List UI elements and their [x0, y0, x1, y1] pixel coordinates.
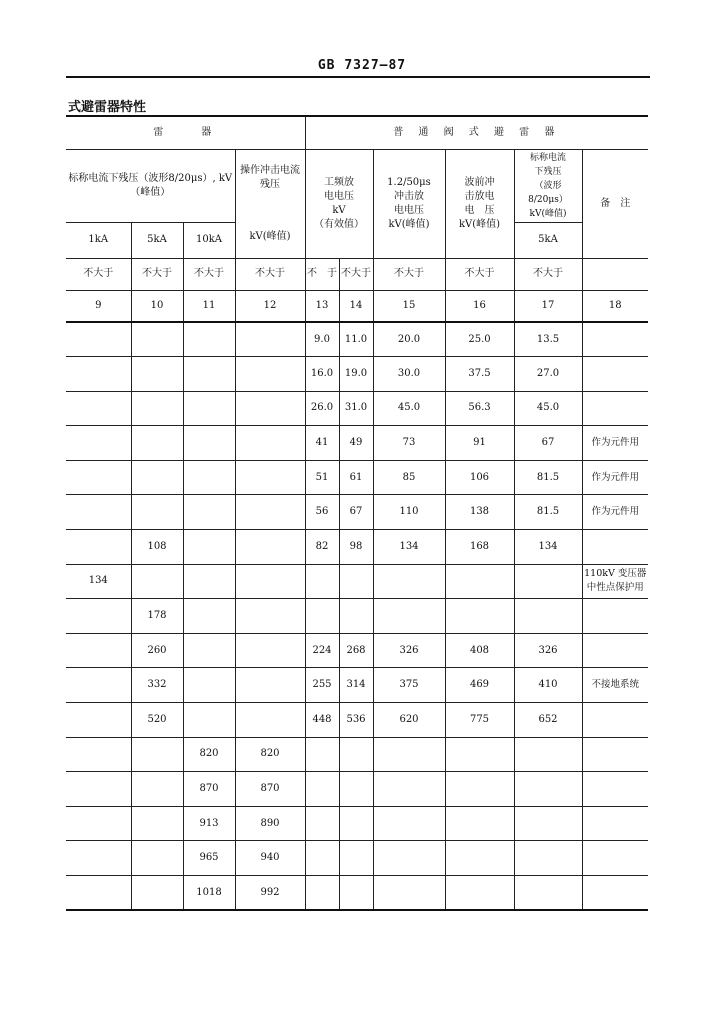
cell-c18 [582, 599, 648, 634]
limit-label: 不大于 [514, 258, 582, 290]
cell-c13 [305, 564, 339, 599]
cell-c13 [305, 599, 339, 634]
header-switching-label: 操作冲击电流残压 [240, 164, 300, 190]
cell-c9 [66, 806, 131, 841]
header-arrester: 雷 器 [66, 116, 305, 149]
cell-c17: 134 [514, 530, 582, 565]
header-nominal-residual-2: 标称电流 下残压 （波形8/20μs） kV(峰值) [514, 149, 582, 223]
table-row [66, 564, 648, 599]
table-row [66, 703, 648, 738]
cell-c10 [131, 564, 183, 599]
cell-c15 [373, 876, 445, 911]
limit-label: 不大于 [445, 258, 514, 290]
cell-c10 [131, 806, 183, 841]
cell-c14: 11.0 [339, 322, 373, 357]
cell-c10: 178 [131, 599, 183, 634]
cell-c18 [582, 841, 648, 876]
cell-c16 [445, 841, 514, 876]
cell-c17 [514, 841, 582, 876]
cell-c12 [235, 530, 305, 565]
cell-c16 [445, 772, 514, 807]
cell-c14 [339, 564, 373, 599]
cell-c16 [445, 564, 514, 599]
cell-c15: 134 [373, 530, 445, 565]
cell-c15: 30.0 [373, 357, 445, 392]
cell-c11 [183, 391, 235, 426]
cell-c9 [66, 530, 131, 565]
cell-c13: 224 [305, 633, 339, 668]
cell-c12 [235, 495, 305, 530]
header-rule [66, 76, 650, 78]
cell-c9 [66, 426, 131, 461]
cell-c18 [582, 322, 648, 357]
cell-c15 [373, 772, 445, 807]
column-number: 17 [514, 290, 582, 322]
cell-c18 [582, 876, 648, 911]
cell-c12 [235, 703, 305, 738]
limit-label: 不大于 [183, 258, 235, 290]
cell-c13: 51 [305, 460, 339, 495]
table-row [66, 668, 648, 703]
cell-c18: 作为元件用 [582, 460, 648, 495]
cell-c18 [582, 772, 648, 807]
cell-c17: 652 [514, 703, 582, 738]
cell-c17: 27.0 [514, 357, 582, 392]
cell-c15 [373, 564, 445, 599]
cell-c15: 45.0 [373, 391, 445, 426]
cell-c18: 作为元件用 [582, 426, 648, 461]
column-number: 9 [66, 290, 131, 322]
header-5ka-b: 5kA [514, 223, 582, 258]
cell-c13 [305, 737, 339, 772]
header-power-freq: 工频放 电电压 kV （有效值） [305, 149, 373, 258]
arrester-spec-table [66, 115, 648, 911]
cell-c10 [131, 737, 183, 772]
cell-c14 [339, 806, 373, 841]
cell-c14: 67 [339, 495, 373, 530]
cell-c16: 56.3 [445, 391, 514, 426]
cell-c16 [445, 599, 514, 634]
limit-label: 不大于 [131, 258, 183, 290]
cell-c18: 作为元件用 [582, 495, 648, 530]
limit-label: 不大于 [373, 258, 445, 290]
cell-c16: 775 [445, 703, 514, 738]
cell-c11 [183, 357, 235, 392]
header-5ka: 5kA [131, 223, 183, 258]
cell-c14: 314 [339, 668, 373, 703]
cell-c9 [66, 357, 131, 392]
cell-c11 [183, 460, 235, 495]
cell-c18: 110kV 变压器 中性点保护用 [582, 564, 648, 599]
cell-c12 [235, 460, 305, 495]
cell-c10 [131, 391, 183, 426]
cell-c12 [235, 391, 305, 426]
cell-c16: 469 [445, 668, 514, 703]
cell-c9 [66, 322, 131, 357]
cell-c9 [66, 737, 131, 772]
table-row [66, 876, 648, 911]
cell-c9: 134 [66, 564, 131, 599]
cell-c16 [445, 876, 514, 911]
cell-c14 [339, 876, 373, 911]
cell-c9 [66, 841, 131, 876]
cell-c15: 326 [373, 633, 445, 668]
cell-c12: 820 [235, 737, 305, 772]
cell-c9 [66, 633, 131, 668]
cell-c10 [131, 495, 183, 530]
cell-c17 [514, 806, 582, 841]
cell-c18 [582, 737, 648, 772]
cell-c17: 326 [514, 633, 582, 668]
table-row [66, 806, 648, 841]
cell-c13: 82 [305, 530, 339, 565]
table-row [66, 841, 648, 876]
cell-c16: 37.5 [445, 357, 514, 392]
cell-c10: 108 [131, 530, 183, 565]
cell-c10 [131, 772, 183, 807]
cell-c13: 16.0 [305, 357, 339, 392]
cell-c10 [131, 876, 183, 911]
cell-c13: 255 [305, 668, 339, 703]
cell-c9 [66, 599, 131, 634]
table-row [66, 772, 648, 807]
cell-c9 [66, 391, 131, 426]
cell-c14: 31.0 [339, 391, 373, 426]
cell-c11: 870 [183, 772, 235, 807]
cell-c13: 448 [305, 703, 339, 738]
cell-c14: 268 [339, 633, 373, 668]
cell-c16: 25.0 [445, 322, 514, 357]
cell-c10 [131, 460, 183, 495]
cell-c15 [373, 737, 445, 772]
column-number: 18 [582, 290, 648, 322]
cell-c15 [373, 841, 445, 876]
cell-c11 [183, 426, 235, 461]
header-wavefront: 波前冲 击放电 电 压 kV(峰值) [445, 149, 514, 258]
cell-c11: 965 [183, 841, 235, 876]
cell-c14 [339, 841, 373, 876]
cell-c17 [514, 564, 582, 599]
cell-c15 [373, 599, 445, 634]
cell-c15: 73 [373, 426, 445, 461]
cell-c16: 106 [445, 460, 514, 495]
cell-c15: 110 [373, 495, 445, 530]
cell-c13 [305, 876, 339, 911]
cell-c13 [305, 841, 339, 876]
cell-c12: 992 [235, 876, 305, 911]
limit-label: 不大于 [339, 258, 373, 290]
cell-c11 [183, 495, 235, 530]
cell-c11: 820 [183, 737, 235, 772]
cell-c13: 56 [305, 495, 339, 530]
cell-c17: 410 [514, 668, 582, 703]
column-number: 13 [305, 290, 339, 322]
cell-c10 [131, 322, 183, 357]
table-title: 式避雷器特性 [68, 100, 147, 115]
cell-c17 [514, 772, 582, 807]
cell-c11: 913 [183, 806, 235, 841]
header-remarks: 备 注 [582, 149, 648, 258]
table-row [66, 599, 648, 634]
cell-c16 [445, 806, 514, 841]
cell-c18 [582, 703, 648, 738]
cell-c15: 620 [373, 703, 445, 738]
cell-c11 [183, 530, 235, 565]
cell-c16: 408 [445, 633, 514, 668]
table-row [66, 737, 648, 772]
cell-c11 [183, 703, 235, 738]
cell-c16: 91 [445, 426, 514, 461]
header-nominal-residual: 标称电流下残压（波形8/20μs）, kV（峰值） [66, 149, 235, 223]
header-10ka: 10kA [183, 223, 235, 258]
cell-c12 [235, 599, 305, 634]
table-row [66, 426, 648, 461]
cell-c18 [582, 391, 648, 426]
cell-c9 [66, 703, 131, 738]
header-switching-residual [235, 149, 305, 258]
cell-c12 [235, 426, 305, 461]
cell-c10: 520 [131, 703, 183, 738]
cell-c12: 940 [235, 841, 305, 876]
cell-c11 [183, 599, 235, 634]
cell-c15: 20.0 [373, 322, 445, 357]
cell-c10: 260 [131, 633, 183, 668]
cell-c18 [582, 530, 648, 565]
column-number: 11 [183, 290, 235, 322]
cell-c17: 67 [514, 426, 582, 461]
header-impulse: 1.2/50μs 冲击放 电电压 kV(峰值) [373, 149, 445, 258]
cell-c11 [183, 668, 235, 703]
cell-c10 [131, 357, 183, 392]
cell-c18 [582, 357, 648, 392]
limit-label: 不大于 [235, 258, 305, 290]
cell-c12: 870 [235, 772, 305, 807]
cell-c16: 138 [445, 495, 514, 530]
cell-c16: 168 [445, 530, 514, 565]
cell-c14 [339, 772, 373, 807]
column-number: 10 [131, 290, 183, 322]
cell-c14: 61 [339, 460, 373, 495]
column-number: 15 [373, 290, 445, 322]
cell-c17: 81.5 [514, 495, 582, 530]
cell-c11 [183, 322, 235, 357]
table-row [66, 530, 648, 565]
cell-c13: 26.0 [305, 391, 339, 426]
cell-c9 [66, 876, 131, 911]
cell-c12 [235, 322, 305, 357]
cell-c12 [235, 357, 305, 392]
limit-label: 不大于 [66, 258, 131, 290]
cell-c17: 45.0 [514, 391, 582, 426]
cell-c17 [514, 876, 582, 911]
table-row [66, 391, 648, 426]
cell-c13 [305, 772, 339, 807]
cell-c13 [305, 806, 339, 841]
cell-c12: 890 [235, 806, 305, 841]
cell-c14 [339, 737, 373, 772]
column-number: 14 [339, 290, 373, 322]
cell-c16 [445, 737, 514, 772]
cell-c18 [582, 633, 648, 668]
document-number: GB 7327—87 [317, 58, 407, 73]
cell-c14: 19.0 [339, 357, 373, 392]
table-row [66, 495, 648, 530]
table-row [66, 357, 648, 392]
cell-c17: 13.5 [514, 322, 582, 357]
cell-c10 [131, 426, 183, 461]
cell-c13: 9.0 [305, 322, 339, 357]
limit-label: 不 于 [305, 258, 339, 290]
column-number: 16 [445, 290, 514, 322]
cell-c14: 49 [339, 426, 373, 461]
cell-c15 [373, 806, 445, 841]
cell-c11: 1018 [183, 876, 235, 911]
cell-c18: 不接地系统 [582, 668, 648, 703]
cell-c15: 85 [373, 460, 445, 495]
cell-c14: 98 [339, 530, 373, 565]
header-ordinary-valve-arrester: 普 通 阀 式 避 雷 器 [305, 116, 648, 149]
cell-c9 [66, 495, 131, 530]
cell-c14 [339, 599, 373, 634]
cell-c14: 536 [339, 703, 373, 738]
cell-c9 [66, 772, 131, 807]
cell-c13: 41 [305, 426, 339, 461]
cell-c11 [183, 633, 235, 668]
cell-c17: 81.5 [514, 460, 582, 495]
cell-c17 [514, 737, 582, 772]
table-row [66, 322, 648, 357]
cell-c10: 332 [131, 668, 183, 703]
header-1ka: 1kA [66, 223, 131, 258]
limit-label-empty [582, 258, 648, 290]
column-number: 12 [235, 290, 305, 322]
table-row [66, 460, 648, 495]
cell-c10 [131, 841, 183, 876]
cell-c11 [183, 564, 235, 599]
cell-c9 [66, 668, 131, 703]
cell-c12 [235, 668, 305, 703]
cell-c9 [66, 460, 131, 495]
cell-c17 [514, 599, 582, 634]
table-row [66, 633, 648, 668]
cell-c18 [582, 806, 648, 841]
cell-c12 [235, 633, 305, 668]
header-switching-unit: kV(峰值) [249, 230, 291, 242]
cell-c15: 375 [373, 668, 445, 703]
cell-c12 [235, 564, 305, 599]
